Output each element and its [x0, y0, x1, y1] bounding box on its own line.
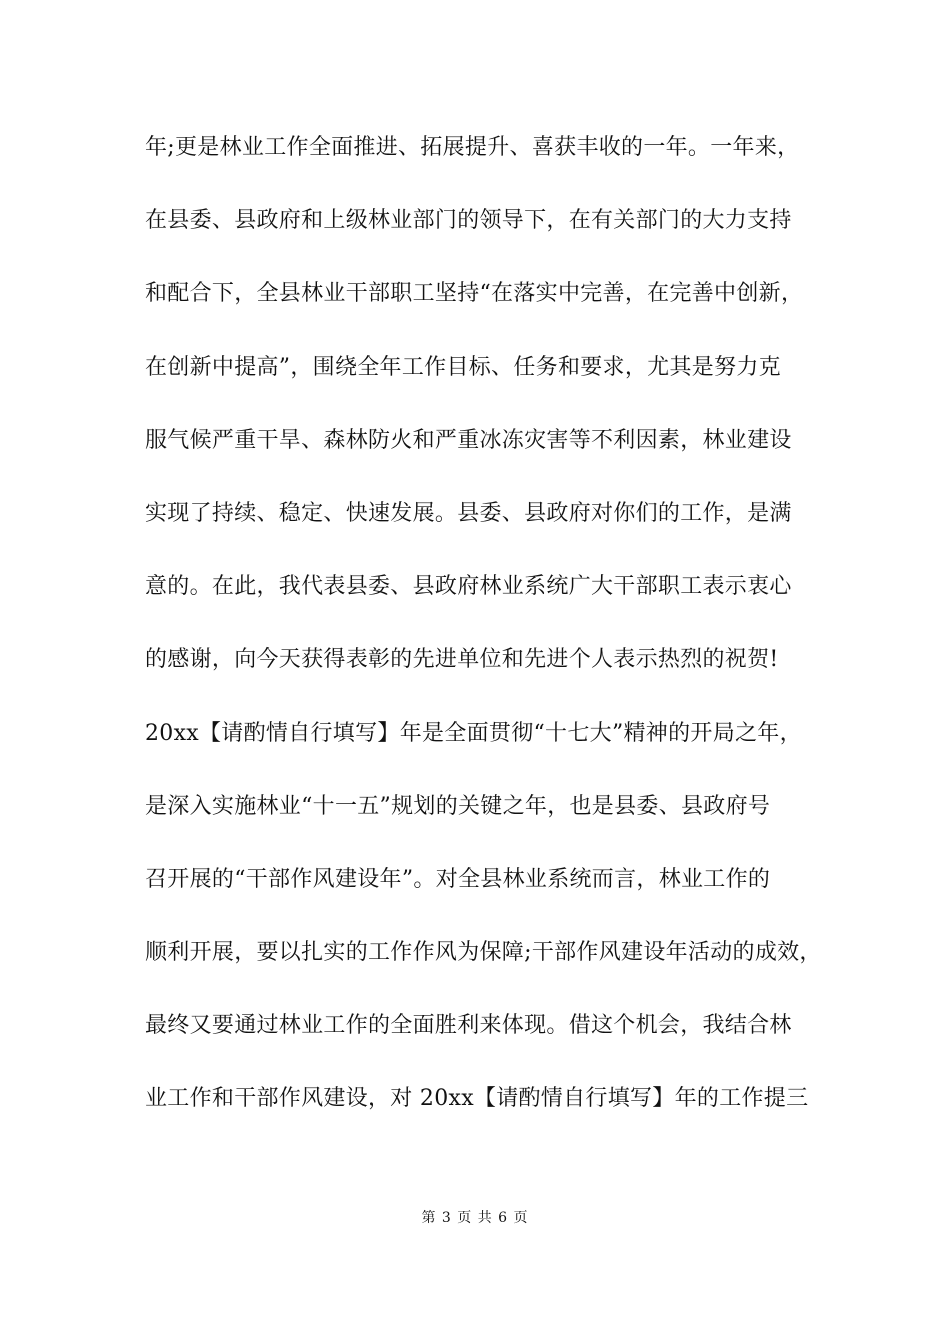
page-footer: [0, 1207, 950, 1227]
text-line-4: 在创新中提高”，围绕全年工作目标、任务和要求，尤其是努力克: [145, 354, 781, 380]
text-line-3: 和配合下，全县林业干部职工坚持“在落实中完善，在完善中创新，: [145, 281, 804, 307]
text-line-11: 召开展的“干部作风建设年”。对全县林业系统而言，林业工作的: [145, 866, 771, 892]
text-line-8: 的感谢，向今天获得表彰的先进单位和先进个人表示热烈的祝贺!: [145, 647, 779, 673]
text-line-2: 在县委、县政府和上级林业部门的领导下，在有关部门的大力支持: [145, 208, 792, 234]
text-line-7: 意的。在此，我代表县委、县政府林业系统广大干部职工表示衷心: [145, 574, 792, 600]
text-line-6: 实现了持续、稳定、快速发展。县委、县政府对你们的工作，是满: [145, 500, 792, 526]
text-line-9: 20xx【请酌情自行填写】年是全面贯彻“十七大”精神的开局之年，: [145, 720, 802, 746]
text-line-13: 最终又要通过林业工作的全面胜利来体现。借这个机会，我结合林: [145, 1013, 792, 1039]
text-line-5: 服气候严重干旱、森林防火和严重冰冻灾害等不利因素，林业建设: [145, 427, 792, 453]
text-line-10: 是深入实施林业“十一五”规划的关键之年，也是县委、县政府号: [145, 793, 771, 819]
text-line-12: 顺利开展，要以扎实的工作作风为保障;干部作风建设年活动的成效，: [145, 940, 822, 966]
text-line-14: 业工作和干部作风建设，对 20xx【请酌情自行填写】年的工作提三: [145, 1086, 809, 1112]
text-line-1: 年;更是林业工作全面推进、拓展提升、喜获丰收的一年。一年来，: [145, 135, 800, 160]
document-body: [145, 126, 835, 1151]
page-number-label: 第 3 页 共 6 页: [421, 1210, 529, 1226]
